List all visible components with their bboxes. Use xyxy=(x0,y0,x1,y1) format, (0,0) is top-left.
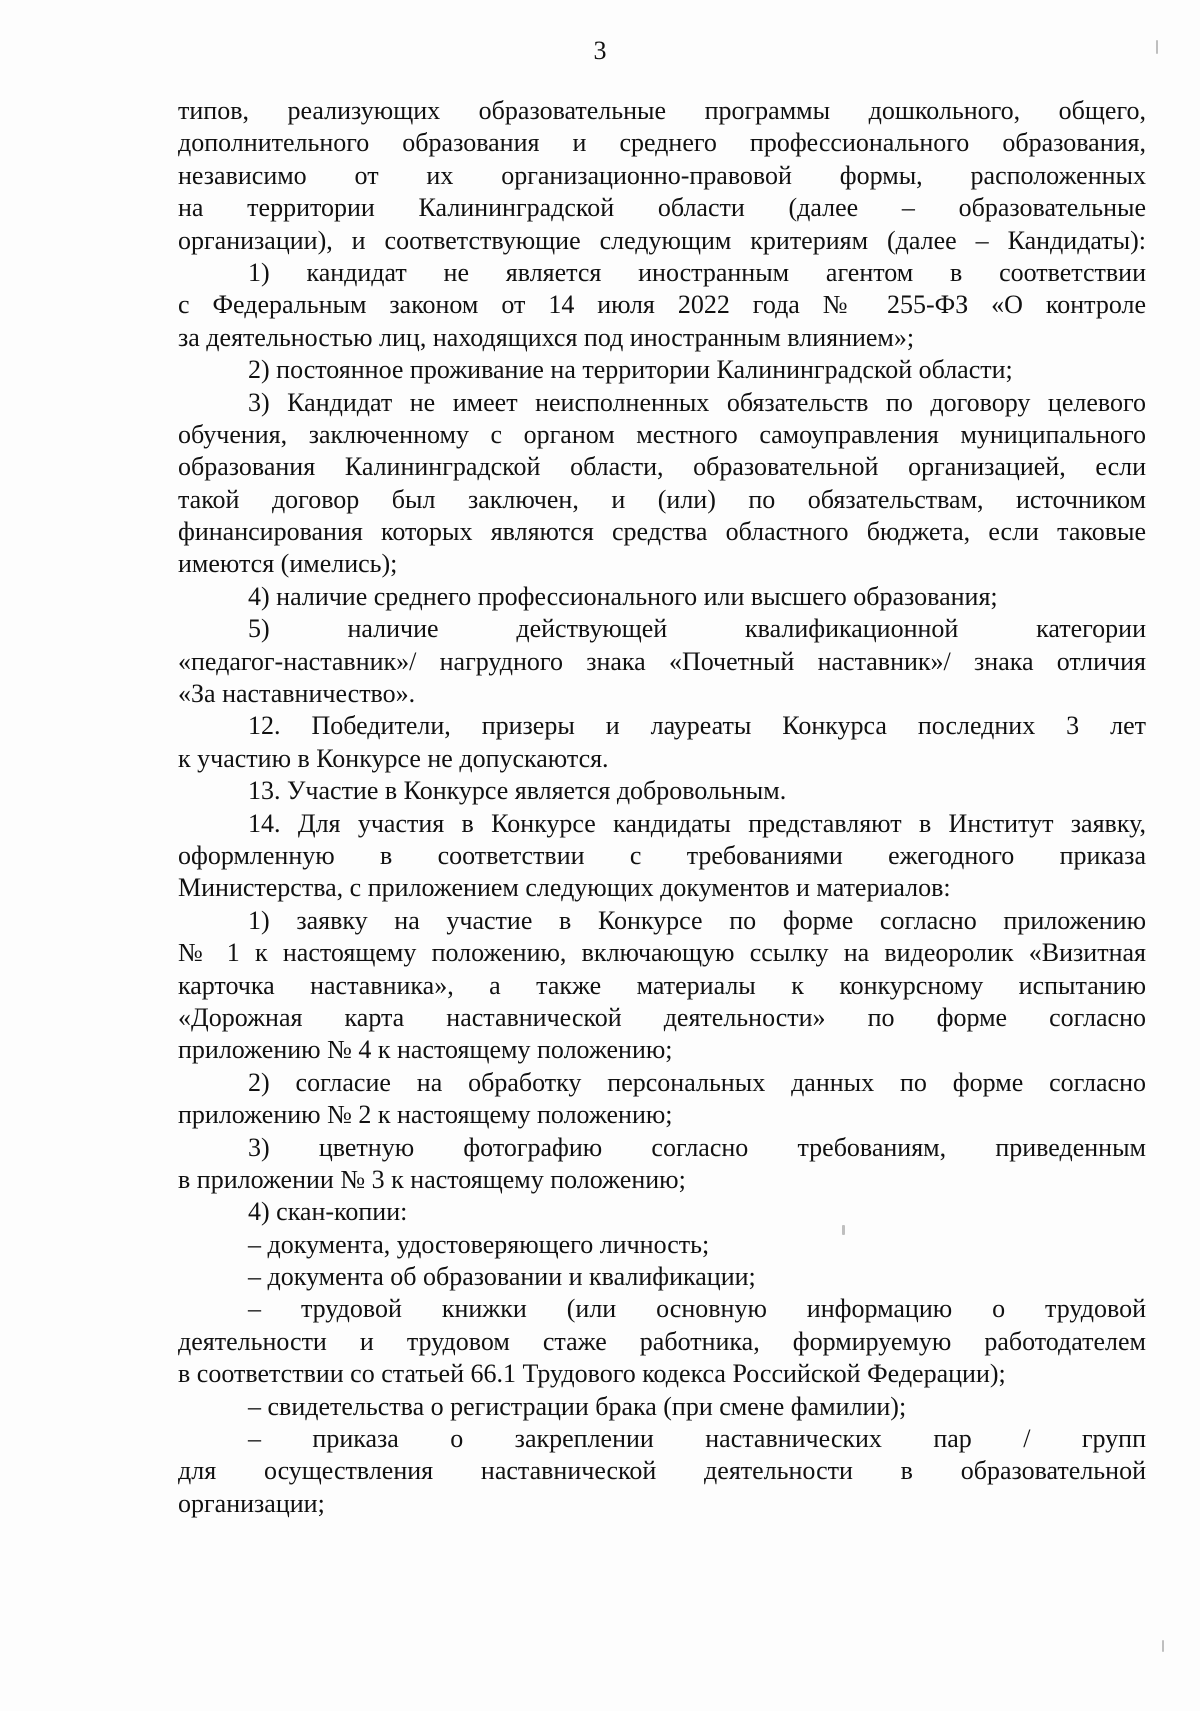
text-line: типов, реализующих образовательные программы дошкольного, общего, xyxy=(178,96,1146,125)
criteria-item-2: 2) постоянное проживание на территории Калининградской области; xyxy=(248,355,1013,385)
text-line: к участию в Конкурсе не допускаются. xyxy=(178,743,609,773)
text-line: образования Калининградской области, образовательной организацией, если xyxy=(178,452,1146,482)
scan-copy-item: – приказа о закреплении наставнических пар / групп xyxy=(248,1424,1146,1454)
text-line: деятельности и трудовом стаже работника, формируемую работодателем xyxy=(178,1326,1146,1356)
text-line: дополнительного образования и среднего профессионального образования, xyxy=(178,128,1146,158)
text-line: независимо от их организационно-правовой формы, расположенных xyxy=(178,160,1146,190)
text-line: «педагог-наставник»/ нагрудного знака «Почетный наставник»/ знака отличия xyxy=(178,646,1146,676)
scan-copy-item: – свидетельства о регистрации брака (при смене фамилии); xyxy=(248,1391,907,1421)
text-line: приложению № 2 к настоящему положению; xyxy=(178,1100,673,1130)
document-item-2: 2) согласие на обработку персональных данных по форме согласно xyxy=(248,1067,1146,1097)
criteria-item-4: 4) наличие среднего профессионального или высшего образования; xyxy=(248,581,998,611)
text-line: организации), и соответствующие следующим критериям (далее – Кандидаты): xyxy=(178,225,1146,255)
document-item-1: 1) заявку на участие в Конкурсе по форме согласно приложению xyxy=(248,905,1146,935)
text-line: «За наставничество». xyxy=(178,679,416,709)
document-item-3: 3) цветную фотографию согласно требованиям, приведенным xyxy=(248,1132,1146,1162)
paragraph-13: 13. Участие в Конкурсе является добровольным. xyxy=(248,776,787,806)
document-item-4: 4) скан-копии: xyxy=(248,1197,408,1227)
text-line: имеются (имелись); xyxy=(178,549,398,579)
paragraph-12: 12. Победители, призеры и лауреаты Конкурса последних 3 лет xyxy=(248,711,1146,741)
text-line: для осуществления наставнической деятельности в образовательной xyxy=(178,1456,1146,1486)
text-line: оформленную в соответствии с требованиями ежегодного приказа xyxy=(178,840,1146,870)
text-line: в соответствии со статьей 66.1 Трудового кодекса Российской Федерации); xyxy=(178,1359,1006,1389)
scan-copy-item: – документа, удостоверяющего личность; xyxy=(248,1229,710,1259)
text-line: № 1 к настоящему положению, включающую ссылку на видеоролик «Визитная xyxy=(178,938,1146,968)
paragraph-14: 14. Для участия в Конкурсе кандидаты представляют в Институт заявку, xyxy=(248,808,1146,838)
criteria-item-5: 5) наличие действующей квалификационной категории xyxy=(248,614,1146,644)
page-number: 3 xyxy=(593,36,607,65)
scan-artifact xyxy=(1156,40,1158,54)
text-line: финансирования которых являются средства областного бюджета, если таковые xyxy=(178,517,1146,547)
text-line: такой договор был заключен, и (или) по обязательствам, источником xyxy=(178,484,1146,514)
text-line: «Дорожная карта наставнической деятельности» по форме согласно xyxy=(178,1002,1146,1032)
criteria-item-1: 1) кандидат не является иностранным агентом в соответствии xyxy=(248,257,1146,287)
text-line: на территории Калининградской области (далее – образовательные xyxy=(178,193,1146,223)
text-line: карточка наставника», а также материалы к конкурсному испытанию xyxy=(178,970,1146,1000)
text-line: Министерства, с приложением следующих документов и материалов: xyxy=(178,873,951,903)
text-line: с Федеральным законом от 14 июля 2022 года № 255-ФЗ «О контроле xyxy=(178,290,1146,320)
text-line: обучения, заключенному с органом местного самоуправления муниципального xyxy=(178,419,1146,449)
text-line: за деятельностью лиц, находящихся под иностранным влиянием»; xyxy=(178,322,915,352)
text-line: организации; xyxy=(178,1488,325,1518)
scan-artifact xyxy=(842,1225,845,1235)
criteria-item-3: 3) Кандидат не имеет неисполненных обязательств по договору целевого xyxy=(248,387,1146,417)
document-body xyxy=(178,95,1146,1520)
scan-copy-item: – трудовой книжки (или основную информацию о трудовой xyxy=(248,1294,1146,1324)
scan-copy-item: – документа об образовании и квалификации; xyxy=(248,1262,756,1292)
text-line: приложению № 4 к настоящему положению; xyxy=(178,1035,673,1065)
text-line: в приложении № 3 к настоящему положению; xyxy=(178,1164,686,1194)
scan-artifact xyxy=(1162,1640,1164,1652)
